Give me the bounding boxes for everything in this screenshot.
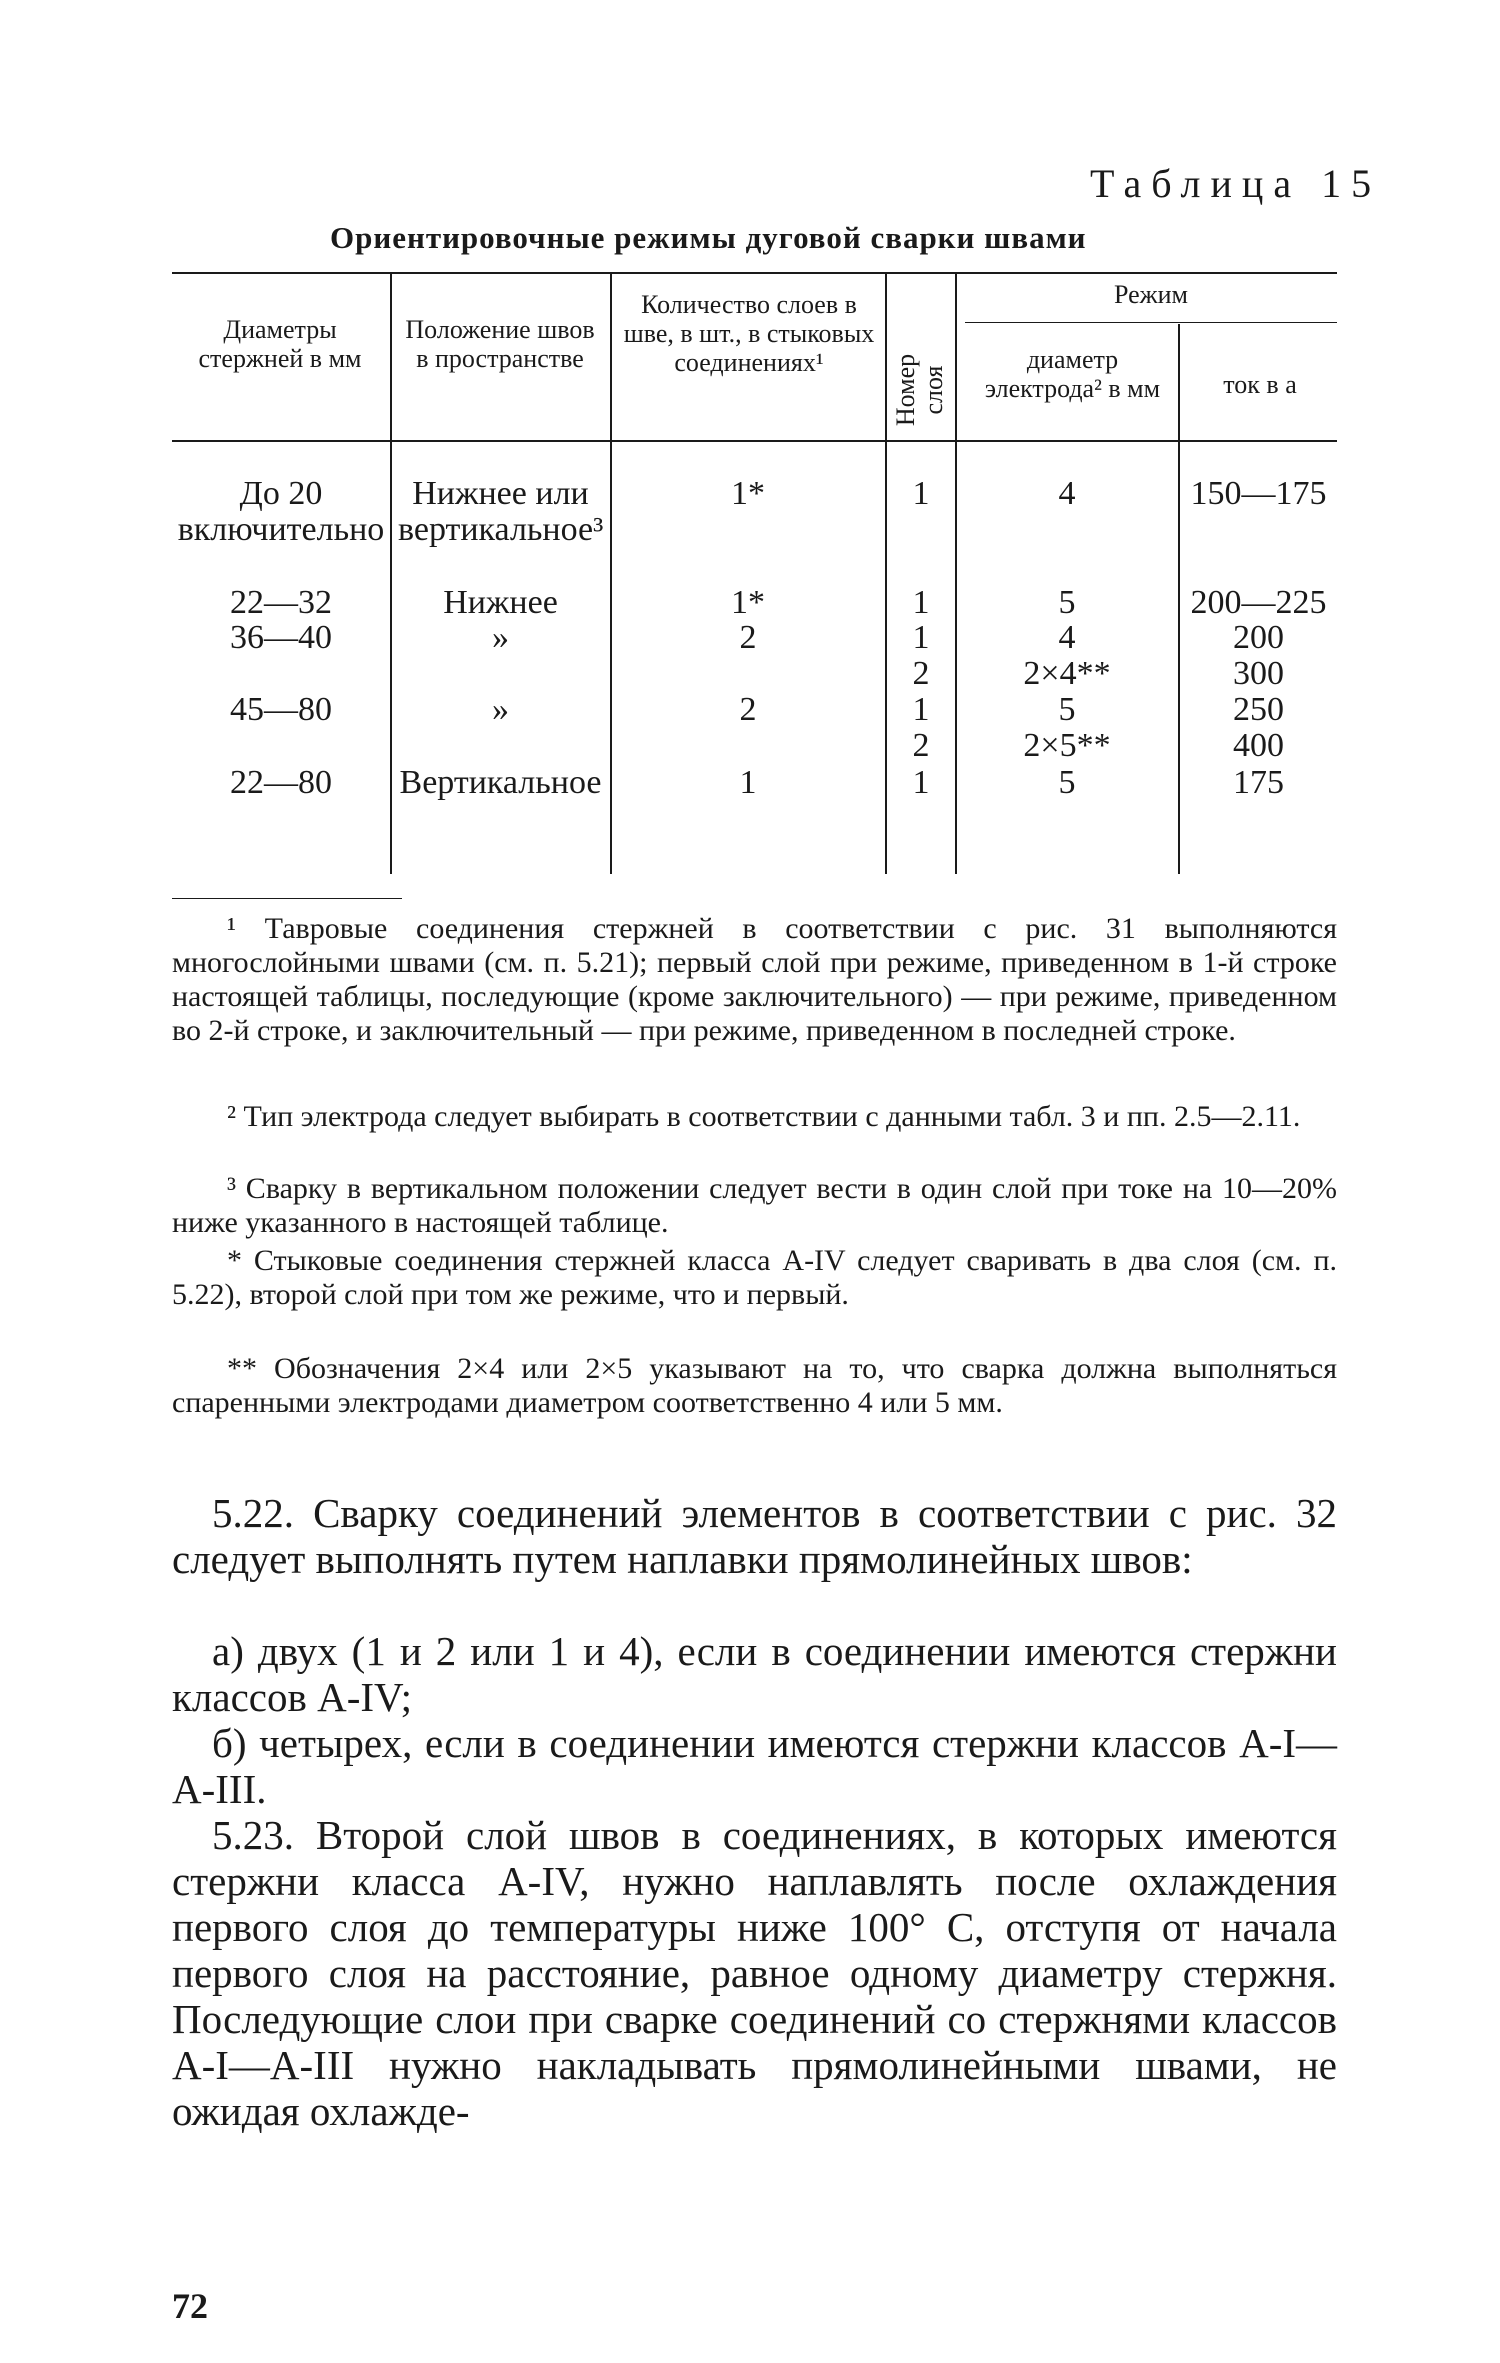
cell-layer-count: 1* [731, 584, 765, 621]
cell-diameter: До 20 включительно [177, 475, 385, 548]
footnote-double-star: ** Обозначения 2×4 или 2×5 указывают на то, что сварка должна выполняться спаренными электродами диаметром соответственно 4 или 5 мм. [172, 1352, 1337, 1419]
footnote-2: ² Тип электрода следует выбирать в соответствии с данными табл. 3 и пп. 2.5—2.11. [227, 1100, 1301, 1133]
cell-current: 175 [1233, 764, 1284, 801]
cell-electrode: 5 [1058, 764, 1076, 801]
cell-current: 150—175 [1190, 475, 1327, 512]
cell-diameter: 22—32 [230, 584, 332, 621]
paragraph-item-a: а) двух (1 и 2 или 1 и 4), если в соединении имеются стержни классов А-IV; [172, 1628, 1337, 1720]
cell-position: Вертикальное [399, 764, 602, 801]
table-label: Таблица 15 [1090, 161, 1382, 206]
cell-current: 250 400 [1233, 691, 1284, 764]
header-mode: Режим [1114, 280, 1188, 309]
footnote-star: * Стыковые соединения стержней класса А-IV следует сваривать в два слоя (см. п. 5.22), второй слой при том же режиме, что и первый. [172, 1244, 1337, 1311]
header-current: ток в а [1223, 370, 1297, 399]
footnote-3: ³ Сварку в вертикальном положении следует вести в один слой при токе на 10—20% ниже указанного в настоящей таблице. [172, 1172, 1337, 1239]
paragraph-5-22: 5.22. Сварку соединений элементов в соответствии с рис. 32 следует выполнять путем наплавки прямолинейных швов: [172, 1490, 1337, 1582]
cell-layer-number: 1 [912, 764, 930, 801]
cell-layer-count: 2 [739, 619, 757, 656]
cell-layer-number: 1 [912, 475, 930, 512]
cell-diameter: 36—40 [230, 619, 332, 656]
header-bottom-rule [172, 440, 1337, 442]
cell-electrode: 4 [1058, 475, 1076, 512]
cell-layer-number: 1 2 [912, 691, 930, 764]
column-divider [390, 274, 392, 874]
mode-subheader-rule [965, 322, 1337, 323]
paragraph-5-23: 5.23. Второй слой швов в соединениях, в которых имеются стержни класса А-IV, нужно наплавлять после охлаждения первого слоя до температуры ниже 100° С, отступя от начала первого слоя на расстояние, равное одному диаметру стержня. Последующие слои при сварке соединений со стержнями классов А-I—А-III нужно накладывать прямолинейными швами, не ожидая охлажде- [172, 1812, 1337, 2134]
page-number: 72 [172, 2286, 208, 2326]
footnote-1: ¹ Тавровые соединения стержней в соответствии с рис. 31 выполняются многослойными швами (см. п. 5.21); первый слой при режиме, приведенном в 1-й строке настоящей таблицы, последующие (кроме заключительного) — при режиме, приведенном во 2-й строке, и заключительный — при режиме, приведенном в последней строке. [172, 912, 1337, 1047]
cell-layer-number: 1 [912, 584, 930, 621]
cell-current: 200 300 [1233, 619, 1284, 692]
header-layers: Количество слоев в шве, в шт., в стыковых соединениях¹ [623, 290, 875, 377]
cell-position: » [492, 691, 509, 728]
cell-position: » [492, 619, 509, 656]
cell-diameter: 22—80 [230, 764, 332, 801]
cell-position: Нижнее [443, 584, 558, 621]
cell-layer-number: 1 2 [912, 619, 930, 692]
cell-layer-count: 2 [739, 691, 757, 728]
header-layer-number: Номер слоя [891, 353, 948, 427]
paragraph-item-b: б) четырех, если в соединении имеются стержни классов А-I—А-III. [172, 1720, 1337, 1812]
cell-electrode: 4 2×4** [1023, 619, 1111, 692]
table-top-rule [172, 272, 1337, 274]
cell-diameter: 45—80 [230, 691, 332, 728]
header-diameters: Диаметры стержней в мм [198, 315, 362, 373]
header-position: Положение швов в пространстве [405, 315, 595, 373]
cell-layer-count: 1* [731, 475, 765, 512]
cell-electrode: 5 [1058, 584, 1076, 621]
cell-position: Нижнее или вертикальное³ [398, 475, 604, 548]
header-electrode: диаметр электрода² в мм [984, 345, 1161, 403]
cell-layer-count: 1 [739, 764, 757, 801]
table-title: Ориентировочные режимы дуговой сварки швами [330, 220, 1087, 255]
cell-current: 200—225 [1190, 584, 1327, 621]
footnote-separator [172, 898, 402, 899]
cell-electrode: 5 2×5** [1023, 691, 1111, 764]
